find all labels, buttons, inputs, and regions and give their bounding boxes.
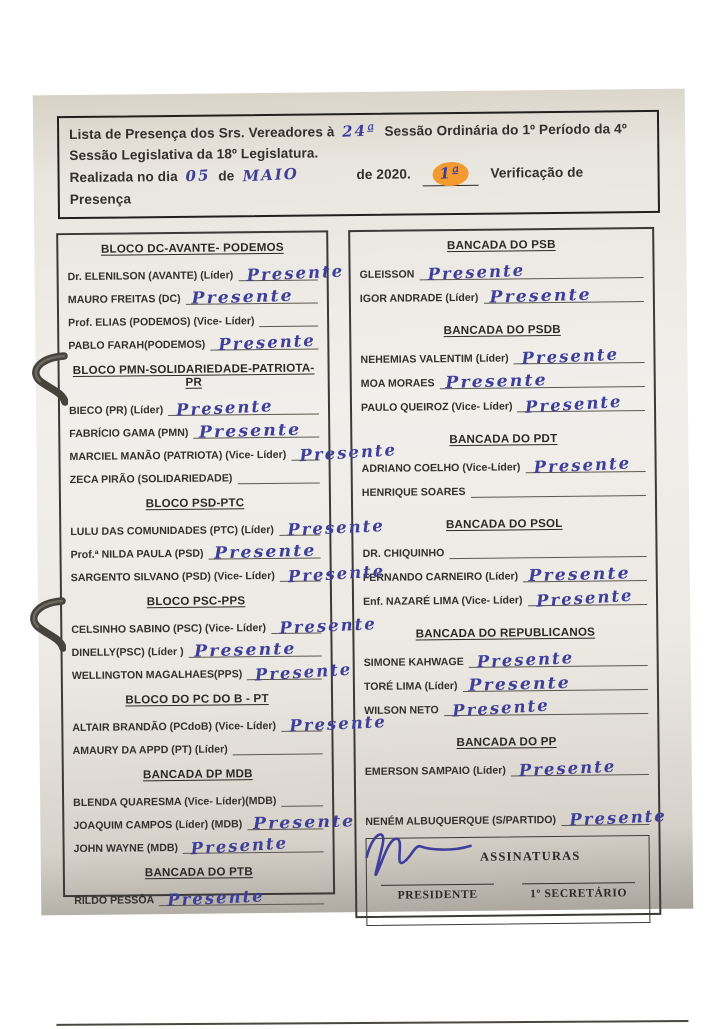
verification-label: Verificação de Presença: [70, 165, 584, 208]
president-signature-slot: PRESIDENTE: [381, 883, 494, 901]
member-name: MAURO FREITAS (DC): [68, 293, 181, 306]
signature-line: [483, 277, 644, 304]
member-name: CELSINHO SABINO (PSC) (Vice- Líder): [71, 622, 266, 636]
member-name: IGOR ANDRADE (Líder): [360, 292, 479, 305]
member-row: [70, 460, 320, 486]
presence-handwriting: Presente: [451, 695, 550, 720]
left-column-box: [56, 230, 335, 897]
signature-line: [185, 279, 317, 304]
presence-handwriting: Presente: [194, 639, 297, 661]
signature-line: [247, 655, 322, 680]
presence-handwriting: Presente: [427, 260, 525, 283]
presence-handwriting: Presente: [191, 286, 294, 308]
signature-line: [561, 800, 650, 826]
signature-line: [193, 413, 319, 438]
party-block: [71, 593, 322, 682]
signature-line: [279, 511, 321, 535]
member-name: ADRIANO COELHO (Vice-Líder): [362, 461, 521, 475]
signature-line: [280, 557, 321, 581]
member-name: HENRIQUE SOARES: [362, 486, 466, 499]
party-block: [360, 322, 645, 414]
signatures-title: ASSINATURAS: [480, 849, 581, 865]
verification-number-handwritten: 1ª: [432, 161, 469, 187]
signature-line: [517, 386, 645, 412]
secretary-signature-slot: 1º SECRETÁRIO: [522, 882, 635, 900]
member-name: ALTAIR BRANDÃO (PCdoB) (Vice- Líder): [72, 720, 276, 734]
paper-sheet: [33, 89, 694, 916]
signature-line: [291, 436, 319, 460]
signature-line: [523, 556, 647, 582]
member-name: WELLINGTON MAGALHAES(PPS): [72, 668, 243, 682]
signature-line: [247, 805, 323, 830]
member-row: [71, 558, 321, 584]
party-block: [73, 766, 324, 855]
block-title: BLOCO PSC-PPS: [71, 593, 321, 609]
member-name: Prof.ª NILDA PAULA (PSD): [70, 547, 203, 560]
party-block: [74, 864, 324, 907]
member-name: GLEISSON: [360, 268, 415, 281]
signature-slots: [367, 882, 649, 902]
year-text: de 2020.: [356, 166, 411, 182]
presence-handwriting: Presente: [279, 614, 377, 637]
signature-line: [419, 253, 643, 280]
presence-handwriting: Presente: [518, 756, 616, 779]
member-name: FERNANDO CARNEIRO (Líder): [363, 570, 518, 584]
member-row: [361, 387, 645, 414]
party-block: [67, 240, 318, 352]
signature-line: [439, 362, 644, 389]
member-row: [362, 472, 646, 499]
presence-handwriting: Presente: [445, 370, 548, 392]
presence-handwriting: Presente: [525, 392, 624, 417]
block-title: BLOCO PSD-PTC: [70, 495, 320, 511]
party-block: [361, 431, 646, 499]
president-signature-handwriting: [358, 821, 489, 886]
member-name: TORÉ LIMA (Líder): [364, 680, 458, 693]
signature-line: [159, 880, 324, 906]
presence-handwriting: Presente: [167, 886, 265, 909]
signature-line: [513, 338, 644, 364]
member-name: DR. CHIQUINHO: [362, 547, 444, 560]
member-name: Dr. ELENILSON (AVANTE) (Líder): [68, 269, 234, 283]
member-name: DINELLY(PSC) (Líder ): [72, 646, 184, 659]
signature-line: [183, 828, 324, 853]
block-title: BANCADA DO PP: [364, 734, 648, 750]
signature-line: [511, 750, 649, 776]
party-block: [363, 625, 648, 717]
member-name: BLENDA QUARESMA (Vice- Líder)(MDB): [73, 795, 276, 809]
member-row: [68, 326, 318, 352]
member-name: MOA MORAES: [361, 377, 435, 390]
block-title: BANCADA DO PSB: [359, 237, 643, 253]
member-row: [74, 881, 324, 907]
signature-line: [444, 689, 649, 716]
member-name: MARCIEL MANÃO (PATRIOTA) (Vice- Líder): [69, 449, 286, 463]
verification-number-line: [423, 162, 479, 187]
month-handwritten: MAIO: [238, 162, 303, 187]
signature-line: [527, 580, 647, 606]
presence-handwriting: Presente: [569, 806, 667, 829]
member-name: JOAQUIM CAMPOS (Líder) (MDB): [73, 818, 242, 832]
member-row: [365, 751, 649, 778]
member-name: PAULO QUEIROZ (Vice- Líder): [361, 400, 513, 414]
block-title: BANCADA DO PSDB: [360, 322, 644, 338]
binder-ring-icon: [24, 350, 68, 411]
member-row: [72, 731, 322, 757]
presence-handwriting: Presente: [489, 284, 592, 306]
member-name: JOHN WAYNE (MDB): [74, 842, 178, 855]
signature-line: [525, 447, 646, 473]
form-outer-bottom-border: [56, 1020, 688, 1026]
block-title: BLOCO DC-AVANTE- PODEMOS: [67, 240, 317, 256]
title-line2: Sessão Legislativa da 18º Legislatura.: [69, 145, 318, 163]
party-block: [69, 361, 320, 486]
signature-line: [237, 459, 320, 484]
presence-handwriting: Presente: [218, 331, 316, 354]
member-name: Prof. ELIAS (PODEMOS) (Vice- Líder): [68, 315, 255, 329]
presence-handwriting: Presente: [176, 396, 274, 419]
presence-handwriting: Presente: [246, 261, 344, 284]
block-title: BLOCO DO PC DO B - PT: [72, 691, 322, 707]
title-line1-pre: Lista de Presença dos Srs. Vereadores à: [69, 124, 334, 142]
member-row: [360, 278, 644, 305]
presence-handwriting: Presente: [199, 420, 302, 442]
presence-handwriting: Presente: [299, 440, 398, 465]
block-title: BLOCO PMN-SOLIDARIEDADE-PATRIOTA-PR: [69, 361, 319, 390]
signature-line: [469, 641, 648, 668]
member-row: [364, 690, 648, 717]
presence-handwriting: Presente: [289, 712, 387, 735]
signature-line: [210, 325, 318, 350]
signature-line: [271, 609, 322, 634]
de-word: de: [218, 168, 234, 183]
signature-line: [188, 632, 321, 657]
member-name: NENÉM ALBUQUERQUE (S/PARTIDO): [365, 814, 556, 828]
member-name: RILDO PESSÔA: [74, 894, 154, 907]
day-handwritten: 05: [181, 164, 215, 188]
block-title: BANCADA DO PTB: [74, 864, 324, 880]
binder-ring-icon: [22, 594, 66, 657]
party-block: [364, 734, 648, 778]
member-name: LULU DAS COMUNIDADES (PTC) (Líder): [70, 524, 274, 538]
right-column-box: [348, 227, 661, 918]
signatures-box: [366, 835, 651, 926]
signature-line: [281, 782, 323, 806]
signature-line: [168, 390, 319, 416]
presence-handwriting: Presente: [533, 453, 631, 476]
member-name: EMERSON SAMPAIO (Líder): [365, 764, 506, 777]
party-block: [70, 495, 321, 584]
presence-handwriting: Presente: [255, 659, 354, 684]
member-name: Enf. NAZARÉ LIMA (Vice- Líder): [363, 594, 523, 608]
presence-handwriting: Presente: [535, 585, 634, 610]
signature-line: [208, 534, 320, 559]
member-name: AMAURY DA APPD (PT) (Líder): [73, 743, 228, 757]
member-name: BIECO (PR) (Líder): [69, 404, 163, 417]
title-line1-post: Sessão Ordinária do 1º Período da 4º: [384, 121, 627, 139]
presence-handwriting: Presente: [528, 563, 631, 585]
member-name: WILSON NETO: [364, 704, 439, 717]
presence-handwriting: Presente: [476, 648, 574, 671]
party-block: [359, 237, 644, 305]
signature-line: [238, 256, 318, 281]
block-title: BANCADA DO PSOL: [362, 516, 646, 532]
signature-line: [449, 532, 646, 559]
block-title: BANCADA DO PDT: [361, 431, 645, 447]
member-name: NEHEMIAS VALENTIM (Líder): [360, 352, 508, 366]
member-row: [69, 414, 319, 440]
presence-handwriting: Presente: [287, 561, 386, 586]
member-name: SIMONE KAHWAGE: [364, 656, 464, 669]
presence-handwriting: Presente: [190, 833, 289, 858]
signature-line: [470, 471, 646, 498]
presence-handwriting: Presente: [287, 516, 385, 539]
date-line-pre: Realizada no dia: [70, 169, 178, 185]
member-name: ZECA PIRÃO (SOLIDARIEDADE): [70, 472, 233, 486]
member-row: [73, 829, 323, 855]
member-row: [363, 581, 647, 608]
presence-handwriting: Presente: [468, 673, 571, 695]
signature-line: [259, 302, 318, 327]
session-number-handwritten: 24ª: [338, 119, 381, 143]
signature-line: [462, 665, 648, 692]
member-name: SARGENTO SILVANO (PSD) (Vice- Líder): [71, 570, 275, 584]
presence-handwriting: Presente: [521, 344, 619, 367]
signature-line: [281, 707, 323, 731]
columns-area: [34, 226, 693, 921]
block-title: BANCADA DO REPUBLICANOS: [363, 625, 647, 641]
member-name: FABRÍCIO GAMA (PMN): [69, 427, 188, 440]
member-name: PABLO FARAH(PODEMOS): [68, 338, 205, 351]
document-title-box: [57, 110, 660, 219]
party-block: [72, 691, 323, 757]
party-block: [362, 516, 647, 608]
presence-handwriting: Presente: [253, 811, 356, 833]
block-title: BANCADA DP MDB: [73, 766, 323, 782]
signature-line: [233, 730, 323, 755]
presence-handwriting: Presente: [214, 540, 317, 562]
